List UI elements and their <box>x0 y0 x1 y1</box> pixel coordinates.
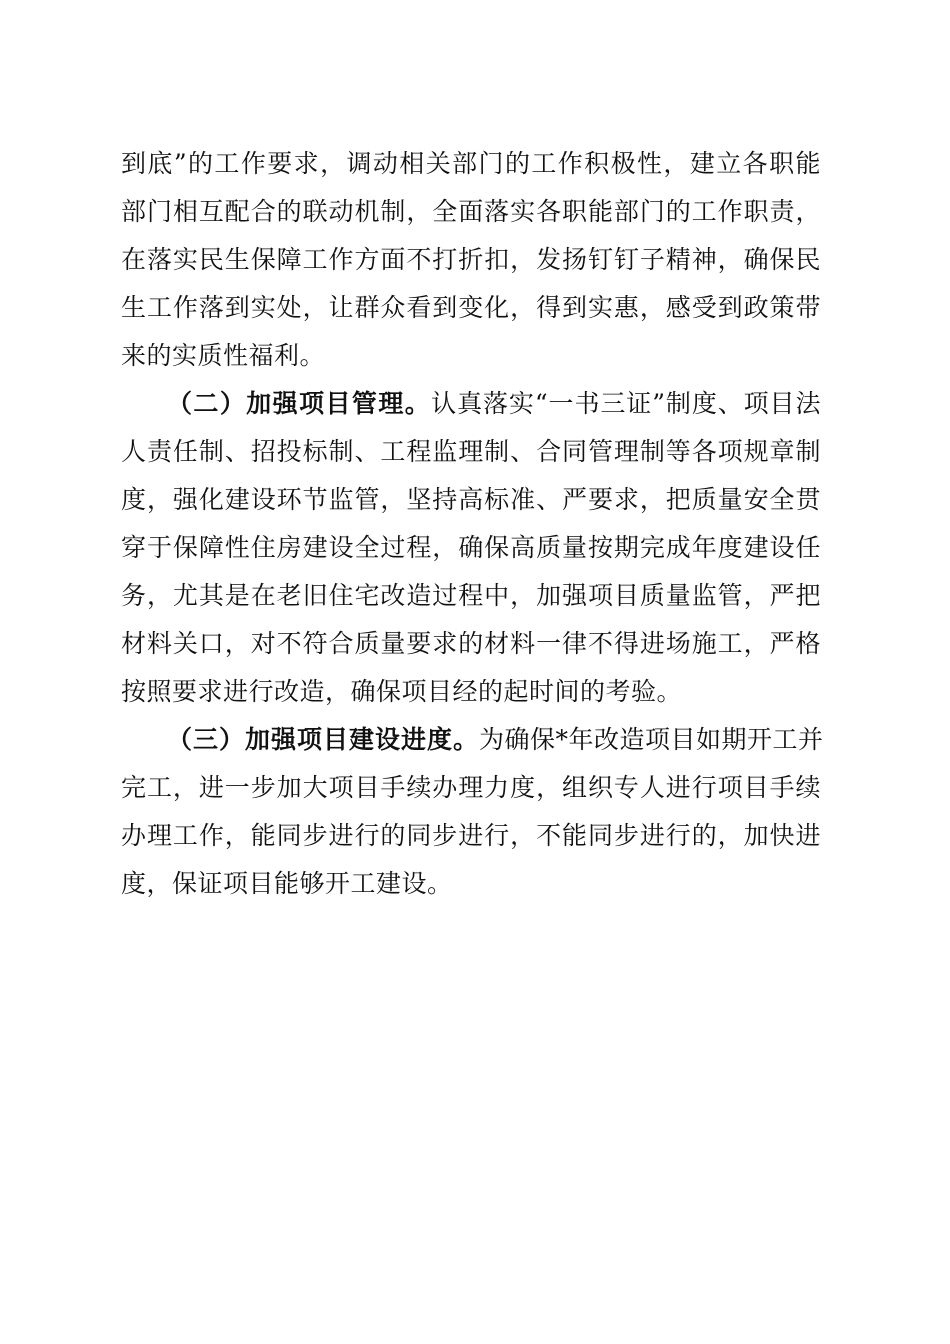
text-line: 务，尤其是在老旧住宅改造过程中，加强项目质量监管，严把 <box>121 581 821 610</box>
text-line: 生工作落到实处，让群众看到变化，得到实惠，感受到政策带 <box>121 293 821 322</box>
text-line: 办理工作，能同步进行的同步进行，不能同步进行的，加快进 <box>121 821 821 850</box>
paragraph-3 <box>121 716 824 908</box>
section-heading: （三）加强项目建设进度。 <box>167 725 480 754</box>
document-body <box>121 140 824 908</box>
text-line: 按照要求进行改造，确保项目经的起时间的考验。 <box>121 677 683 706</box>
text-line: 到底”的工作要求，调动相关部门的工作积极性，建立各职能 <box>121 149 821 178</box>
text-line: 来的实质性福利。 <box>121 341 326 370</box>
text-line: 完工，进一步加大项目手续办理力度，组织专人进行项目手续 <box>121 773 821 802</box>
text-line: 部门相互配合的联动机制，全面落实各职能部门的工作职责， <box>121 197 821 226</box>
paragraph-2 <box>121 380 821 716</box>
text-line: 度，强化建设环节监管，坚持高标准、严要求，把质量安全贯 <box>121 485 821 514</box>
text-line: 度，保证项目能够开工建设。 <box>121 869 453 898</box>
text-line: 材料关口，对不符合质量要求的材料一律不得进场施工，严格 <box>121 629 821 658</box>
section-heading: （二）加强项目管理。 <box>167 389 432 418</box>
text-line: 在落实民生保障工作方面不打折扣，发扬钉钉子精神，确保民 <box>121 245 821 274</box>
paragraph-first-line <box>121 716 824 764</box>
paragraph-1 <box>121 140 821 380</box>
text-span: 为确保*年改造项目如期开工并 <box>479 725 824 754</box>
text-span: 认真落实“一书三证”制度、项目法 <box>431 389 821 418</box>
text-line: 人责任制、招投标制、工程监理制、合同管理制等各项规章制 <box>121 437 821 466</box>
text-line: 穿于保障性住房建设全过程，确保高质量按期完成年度建设任 <box>121 533 821 562</box>
paragraph-first-line <box>121 380 821 428</box>
